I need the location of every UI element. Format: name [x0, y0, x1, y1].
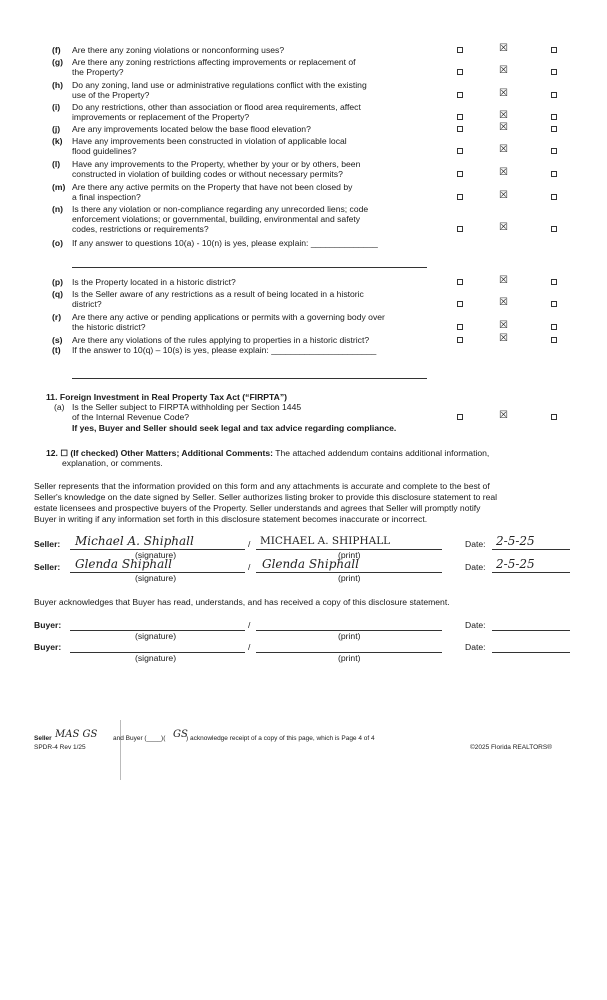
unknown-checkbox[interactable]	[551, 324, 557, 330]
slash: /	[248, 620, 251, 630]
unknown-checkbox[interactable]	[551, 92, 557, 98]
yes-checkbox[interactable]	[457, 148, 463, 154]
seller-1-date-line	[492, 549, 570, 550]
yes-checkbox[interactable]	[457, 69, 463, 75]
slash: /	[248, 562, 251, 572]
explanation-line[interactable]	[72, 378, 427, 379]
unknown-checkbox[interactable]	[551, 337, 557, 343]
no-checkbox-checked[interactable]: ☒	[499, 333, 508, 344]
seller-2-print[interactable]: Glenda Shiphall	[262, 557, 359, 571]
yes-checkbox[interactable]	[457, 301, 463, 307]
buyer-1-label: Buyer:	[34, 620, 62, 630]
yes-checkbox[interactable]	[457, 226, 463, 232]
question-text-line: If any answer to questions 10(a) - 10(n) is yes, please explain: ______________	[72, 238, 378, 248]
yes-checkbox[interactable]	[457, 279, 463, 285]
question-text-line: Have any improvements been constructed in violation of applicable local	[72, 136, 347, 146]
seller-1-print[interactable]: MICHAEL A. SHIPHALL	[260, 535, 391, 547]
question-label: (g)	[52, 57, 63, 67]
section-11-q-line-1: Is the Seller subject to FIRPTA withholding per Section 1445	[72, 402, 302, 412]
question-text-line: flood guidelines?	[72, 146, 137, 156]
question-label: (n)	[52, 204, 63, 214]
seller-2-signature-caption: (signature)	[135, 573, 177, 583]
question-label: (j)	[52, 124, 61, 134]
unknown-checkbox[interactable]	[551, 226, 557, 232]
question-label: (k)	[52, 136, 63, 146]
section-11-q-label: (a)	[54, 402, 65, 412]
footer-form-id: SPDR-4 Rev 1/25	[34, 744, 86, 751]
question-text-line: Are there any zoning violations or nonconforming uses?	[72, 45, 285, 55]
no-checkbox-checked[interactable]: ☒	[499, 222, 508, 233]
representation-line-1: Seller represents that the information provided on this form and any attachments is accurate and complete to the best of	[34, 481, 490, 491]
firpta-yes-checkbox[interactable]	[457, 414, 463, 420]
no-checkbox-checked[interactable]: ☒	[499, 144, 508, 155]
question-text-line: enforcement violations; or governmental, building, environmental and safety	[72, 214, 361, 224]
question-label: (o)	[52, 238, 63, 248]
seller-1-signature[interactable]: Michael A. Shiphall	[75, 534, 194, 548]
firpta-unknown-checkbox[interactable]	[551, 414, 557, 420]
buyer-2-print-caption: (print)	[338, 653, 361, 663]
question-text-line: Is the Property located in a historic district?	[72, 277, 236, 287]
buyer-1-date-label: Date:	[465, 620, 486, 630]
question-label: (p)	[52, 277, 63, 287]
question-label: (q)	[52, 289, 63, 299]
section-11-advice: If yes, Buyer and Seller should seek legal and tax advice regarding compliance.	[72, 423, 397, 433]
section-12-line-1	[46, 448, 489, 458]
question-label: (h)	[52, 80, 63, 90]
section-11-q-line-2: of the Internal Revenue Code?	[72, 412, 190, 422]
buyer-2-date-line[interactable]	[492, 652, 570, 653]
question-text-line: Are there any violations of the rules applying to properties in a historic district?	[72, 335, 370, 345]
yes-checkbox[interactable]	[457, 324, 463, 330]
footer-acknowledgment: ) acknowledge receipt of a copy of this page, which is Page 4 of 4	[186, 735, 375, 742]
question-label: (t)	[52, 345, 61, 355]
seller-1-print-caption: (print)	[338, 550, 361, 560]
slash: /	[248, 642, 251, 652]
section-12-text: The attached addendum contains additional information,	[273, 448, 490, 458]
seller-1-signature-caption: (signature)	[135, 550, 177, 560]
question-text-line: use of the Property?	[72, 90, 150, 100]
seller-2-signature[interactable]: Glenda Shiphall	[75, 557, 172, 571]
representation-line-2: Seller's knowledge on the date signed by Seller. Seller authorizes listing broker to provide this disclosure statement to real	[34, 492, 498, 502]
no-checkbox-checked[interactable]: ☒	[499, 320, 508, 331]
footer-copyright: ©2025 Florida REALTORS®	[470, 744, 552, 751]
question-text-line: Have any improvements to the Property, whether by your or by others, been	[72, 159, 361, 169]
question-text-line: Are any improvements located below the base flood elevation?	[72, 124, 311, 134]
question-text-line: Do any restrictions, other than association or flood area requirements, affect	[72, 102, 361, 112]
seller-2-date-label: Date:	[465, 562, 486, 572]
explanation-line[interactable]	[72, 267, 427, 268]
question-label: (l)	[52, 159, 61, 169]
question-text-line: constructed in violation of building codes or without necessary permits?	[72, 169, 343, 179]
question-label: (i)	[52, 102, 61, 112]
no-checkbox-checked[interactable]: ☒	[499, 110, 508, 121]
question-label: (f)	[52, 45, 61, 55]
question-text-line: Is there any violation or non-compliance regarding any unrecorded liens; code	[72, 204, 369, 214]
yes-checkbox[interactable]	[457, 126, 463, 132]
unknown-checkbox[interactable]	[551, 301, 557, 307]
question-text-line: Do any zoning, land use or administrative regulations conflict with the existing	[72, 80, 367, 90]
unknown-checkbox[interactable]	[551, 114, 557, 120]
question-text-line: Are there any zoning restrictions affecting improvements or replacement of	[72, 57, 356, 67]
question-text-line: a final inspection?	[72, 192, 141, 202]
buyer-1-date-line[interactable]	[492, 630, 570, 631]
slash: /	[248, 539, 251, 549]
unknown-checkbox[interactable]	[551, 47, 557, 53]
footer-seller-label: Seller	[34, 735, 52, 742]
unknown-checkbox[interactable]	[551, 148, 557, 154]
question-label: (m)	[52, 182, 66, 192]
seller-1-date-label: Date:	[465, 539, 486, 549]
buyer-acknowledgment: Buyer acknowledges that Buyer has read, understands, and has received a copy of this disclosure statement.	[34, 597, 450, 607]
unknown-checkbox[interactable]	[551, 69, 557, 75]
question-text-line: Are there any active permits on the Property that have not been closed by	[72, 182, 353, 192]
question-text-line: improvements or replacement of the Property?	[72, 112, 250, 122]
unknown-checkbox[interactable]	[551, 194, 557, 200]
buyer-2-date-label: Date:	[465, 642, 486, 652]
no-checkbox-checked[interactable]: ☒	[499, 190, 508, 201]
no-checkbox-checked[interactable]: ☒	[499, 65, 508, 76]
question-text-line: Are there any active or pending applications or permits with a governing body over	[72, 312, 385, 322]
section-11-title: 11. Foreign Investment in Real Property Tax Act (“FIRPTA”)	[46, 392, 287, 402]
yes-checkbox[interactable]	[457, 47, 463, 53]
question-label: (s)	[52, 335, 63, 345]
section-12-prefix: 12. ☐ (If checked) Other Matters; Additional Comments:	[46, 448, 274, 458]
no-checkbox-checked[interactable]: ☒	[499, 43, 508, 54]
buyer-1-print-caption: (print)	[338, 631, 361, 641]
seller-2-date-line	[492, 572, 570, 573]
scan-artifact-line	[120, 720, 121, 780]
footer-and-buyer: and Buyer (____)(	[113, 735, 166, 742]
section-12-line-2: explanation, or comments.	[62, 458, 163, 468]
question-text-line: Is the Seller aware of any restrictions as a result of being located in a historic	[72, 289, 364, 299]
firpta-no-checkbox[interactable]: ☒	[499, 410, 508, 421]
buyer-2-signature-caption: (signature)	[135, 653, 177, 663]
seller-1-date[interactable]: 2-5-25	[496, 534, 535, 548]
question-text-line: the Property?	[72, 67, 124, 77]
no-checkbox-checked[interactable]: ☒	[499, 88, 508, 99]
question-text-line: If the answer to 10(q) – 10(s) is yes, please explain: ______________________	[72, 345, 377, 355]
yes-checkbox[interactable]	[457, 114, 463, 120]
yes-checkbox[interactable]	[457, 337, 463, 343]
unknown-checkbox[interactable]	[551, 126, 557, 132]
buyer-1-signature-caption: (signature)	[135, 631, 177, 641]
yes-checkbox[interactable]	[457, 171, 463, 177]
no-checkbox-checked[interactable]: ☒	[499, 122, 508, 133]
footer-buyer-initials[interactable]: GS	[173, 729, 188, 740]
question-label: (r)	[52, 312, 62, 322]
unknown-checkbox[interactable]	[551, 171, 557, 177]
representation-line-4: Buyer in writing if any information set forth in this disclosure statement becomes inaccurate or incorrect.	[34, 514, 428, 524]
no-checkbox-checked[interactable]: ☒	[499, 167, 508, 178]
representation-line-3: estate licensees and prospective buyers of the Property. Seller understands and agrees that Seller will promptly notify	[34, 503, 481, 513]
yes-checkbox[interactable]	[457, 194, 463, 200]
yes-checkbox[interactable]	[457, 92, 463, 98]
seller-2-label: Seller:	[34, 562, 61, 572]
question-text-line: the historic district?	[72, 322, 146, 332]
buyer-2-label: Buyer:	[34, 642, 62, 652]
seller-1-label: Seller:	[34, 539, 61, 549]
question-text-line: district?	[72, 299, 102, 309]
question-text-line: codes, restrictions or requirements?	[72, 224, 209, 234]
seller-2-date[interactable]: 2-5-25	[496, 557, 535, 571]
unknown-checkbox[interactable]	[551, 279, 557, 285]
footer-seller-initials[interactable]: MAS GS	[55, 729, 98, 740]
no-checkbox-checked[interactable]: ☒	[499, 275, 508, 286]
no-checkbox-checked[interactable]: ☒	[499, 297, 508, 308]
seller-2-print-caption: (print)	[338, 573, 361, 583]
